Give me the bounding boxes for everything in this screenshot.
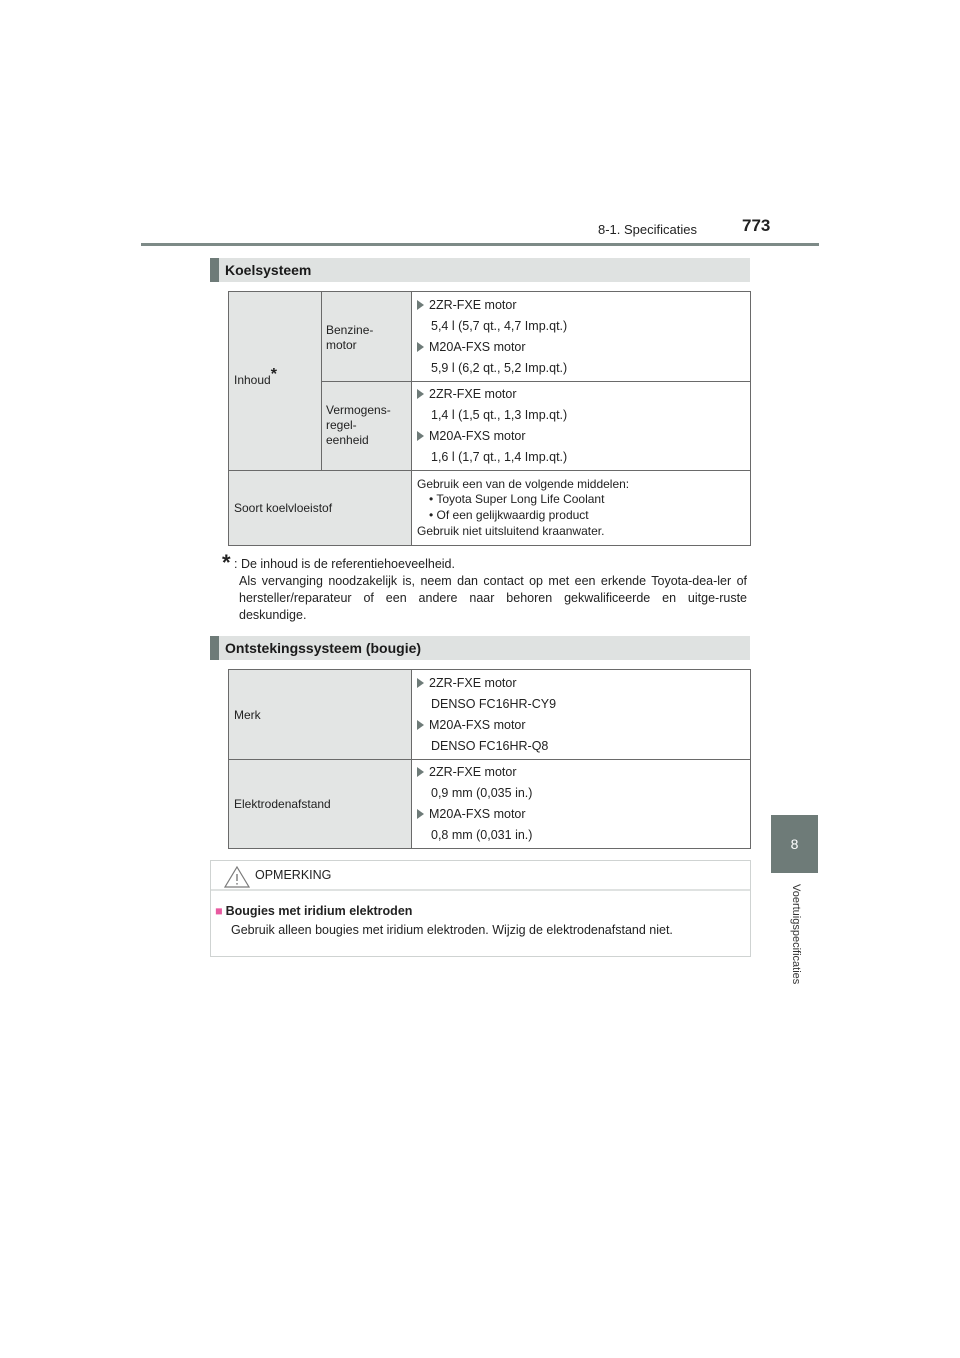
- triangle-right-icon: [417, 720, 424, 730]
- opmerking-heading-line: [215, 904, 412, 918]
- list-item: [417, 429, 526, 443]
- footnote-star: *: [222, 550, 231, 575]
- list-item: [417, 298, 517, 312]
- list-item: [417, 718, 526, 732]
- list-value: 1,4 l (1,5 qt., 1,3 Imp.qt.): [431, 408, 568, 422]
- merk-label: Merk: [234, 708, 261, 722]
- soort-label: Soort koelvloeistof: [234, 501, 333, 515]
- triangle-right-icon: [417, 767, 424, 777]
- list-value: 5,4 l (5,7 qt., 4,7 Imp.qt.): [431, 319, 568, 333]
- square-bullet-icon: ■: [215, 904, 223, 918]
- soort-line: • Of een gelijkwaardig product: [429, 508, 589, 522]
- section-heading-ontsteking: [210, 636, 750, 660]
- soort-line: Gebruik een van de volgende middelen:: [417, 477, 630, 491]
- soort-line: • Toyota Super Long Life Coolant: [429, 492, 605, 506]
- benzine-label: Benzine- motor: [326, 323, 374, 352]
- triangle-right-icon: [417, 809, 424, 819]
- opmerking-divider: [211, 889, 750, 891]
- heading-text: Koelsysteem: [225, 262, 312, 278]
- list-value: 5,9 l (6,2 qt., 5,2 Imp.qt.): [431, 361, 568, 375]
- item-text: M20A-FXS motor: [429, 807, 526, 821]
- list-value: 1,6 l (1,7 qt., 1,4 Imp.qt.): [431, 450, 568, 464]
- list-value: DENSO FC16HR-Q8: [431, 739, 549, 753]
- triangle-right-icon: [417, 300, 424, 310]
- list-item: [417, 765, 517, 779]
- triangle-right-icon: [417, 389, 424, 399]
- table-divider: [411, 292, 412, 545]
- item-text: 2ZR-FXE motor: [429, 765, 517, 779]
- triangle-right-icon: [417, 678, 424, 688]
- afstand-cell: [229, 759, 411, 848]
- table-divider: [229, 470, 750, 471]
- triangle-right-icon: [417, 431, 424, 441]
- opmerking-box: [210, 860, 751, 957]
- item-text: 2ZR-FXE motor: [429, 676, 517, 690]
- merk-cell: [229, 670, 411, 759]
- triangle-right-icon: [417, 342, 424, 352]
- table-divider: [229, 759, 750, 760]
- heading-bar: [210, 636, 219, 660]
- opmerking-title: OPMERKING: [255, 868, 332, 882]
- item-text: 2ZR-FXE motor: [429, 387, 517, 401]
- footnote-rest: Als vervanging noodzakelijk is, neem dan contact op met een erkende Toyota-dea-ler of hersteller/reparateur of een andere naar behoren gekwalificeerde en uitge-ruste deskundige.: [239, 574, 747, 622]
- vermogens-cell: [321, 381, 411, 470]
- section-heading-koelsysteem: [210, 258, 750, 282]
- chapter-tab: 8: [771, 815, 818, 873]
- table-divider: [321, 381, 750, 382]
- vermogens-label: Vermogens- regel- eenheid: [326, 403, 391, 447]
- inhoud-star: *: [270, 366, 277, 383]
- footnote-first: : De inhoud is de referentiehoeveelheid.: [234, 557, 455, 571]
- item-text: M20A-FXS motor: [429, 429, 526, 443]
- list-value: DENSO FC16HR-CY9: [431, 697, 557, 711]
- afstand-label: Elektrodenafstand: [234, 797, 331, 811]
- inhoud-cell: [229, 292, 321, 470]
- inhoud-text: Inhoud: [234, 373, 271, 387]
- heading-text: Ontstekingssysteem (bougie): [225, 640, 422, 656]
- warning-icon: [224, 866, 250, 888]
- list-item: [417, 387, 517, 401]
- list-item: [417, 676, 517, 690]
- chapter-label: [788, 884, 802, 1004]
- list-item: [417, 340, 526, 354]
- item-text: 2ZR-FXE motor: [429, 298, 517, 312]
- list-item: [417, 807, 526, 821]
- soort-line: Gebruik niet uitsluitend kraanwater.: [417, 524, 605, 538]
- soort-cell: [229, 470, 411, 545]
- chapter-label-text: Voertuigspecificaties: [790, 884, 802, 985]
- item-text: M20A-FXS motor: [429, 340, 526, 354]
- benzine-cell: [321, 292, 411, 381]
- list-value: 0,8 mm (0,031 in.): [431, 828, 533, 842]
- heading-bar: [210, 258, 219, 282]
- opmerking-text: Gebruik alleen bougies met iridium elektroden. Wijzig de elektrodenafstand niet.: [231, 923, 673, 937]
- page-number: 773: [742, 216, 771, 235]
- ontsteking-table: [228, 669, 751, 849]
- header-rule: [141, 243, 819, 246]
- opmerking-heading: Bougies met iridium elektroden: [225, 904, 413, 918]
- inhoud-label: [234, 366, 277, 387]
- list-value: 0,9 mm (0,035 in.): [431, 786, 533, 800]
- koelsysteem-table: [228, 291, 751, 546]
- section-title: 8-1. Specificaties: [598, 222, 697, 237]
- item-text: M20A-FXS motor: [429, 718, 526, 732]
